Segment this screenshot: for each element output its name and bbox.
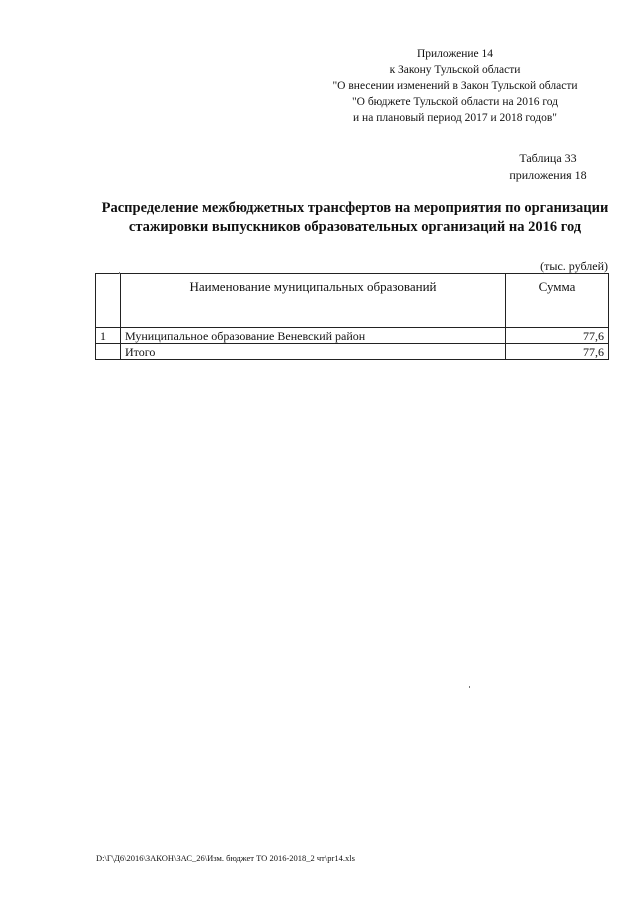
scan-speck bbox=[119, 272, 120, 274]
total-label: Итого bbox=[121, 344, 506, 360]
appendix-header-line: "О внесении изменений в Закон Тульской области bbox=[332, 80, 578, 92]
appendix-header-line: и на плановый период 2017 и 2018 годов" bbox=[353, 112, 557, 124]
document-title bbox=[90, 199, 620, 237]
table-number: Таблица 33 bbox=[519, 151, 577, 165]
total-row bbox=[96, 344, 609, 360]
units-label: (тыс. рублей) bbox=[540, 259, 608, 273]
municipality-name: Муниципальное образование Веневский район bbox=[121, 328, 506, 344]
table-row bbox=[96, 328, 609, 344]
total-number-cell bbox=[96, 344, 121, 360]
table-header-row bbox=[96, 274, 609, 328]
table-reference bbox=[488, 150, 608, 184]
appendix-header-line: к Закону Тульской области bbox=[389, 64, 521, 76]
appendix-header-line: Приложение 14 bbox=[416, 48, 494, 60]
appendix-reference: приложения 18 bbox=[509, 168, 587, 182]
appendix-header-line: "О бюджете Тульской области на 2016 год bbox=[351, 96, 559, 108]
transfers-table bbox=[95, 273, 609, 360]
document-title-line-2: стажировки выпускников образовательных организаций на 2016 год bbox=[128, 219, 582, 235]
column-header-sum: Сумма bbox=[506, 274, 609, 328]
appendix-header bbox=[300, 46, 610, 126]
row-number: 1 bbox=[96, 328, 121, 344]
scan-speck bbox=[469, 686, 470, 688]
column-header-name: Наименование муниципальных образований bbox=[121, 274, 506, 328]
total-amount: 77,6 bbox=[506, 344, 609, 360]
document-title-line-1: Распределение межбюджетных трансфертов на мероприятия по организации bbox=[101, 200, 609, 216]
column-header-number bbox=[96, 274, 121, 328]
amount-cell: 77,6 bbox=[506, 328, 609, 344]
file-path-footer: D:\Г\Д6\2016\ЗАКОН\ЗАС_26\Изм. бюджет ТО 2016-2018_2 чт\pr14.xls bbox=[96, 853, 355, 863]
